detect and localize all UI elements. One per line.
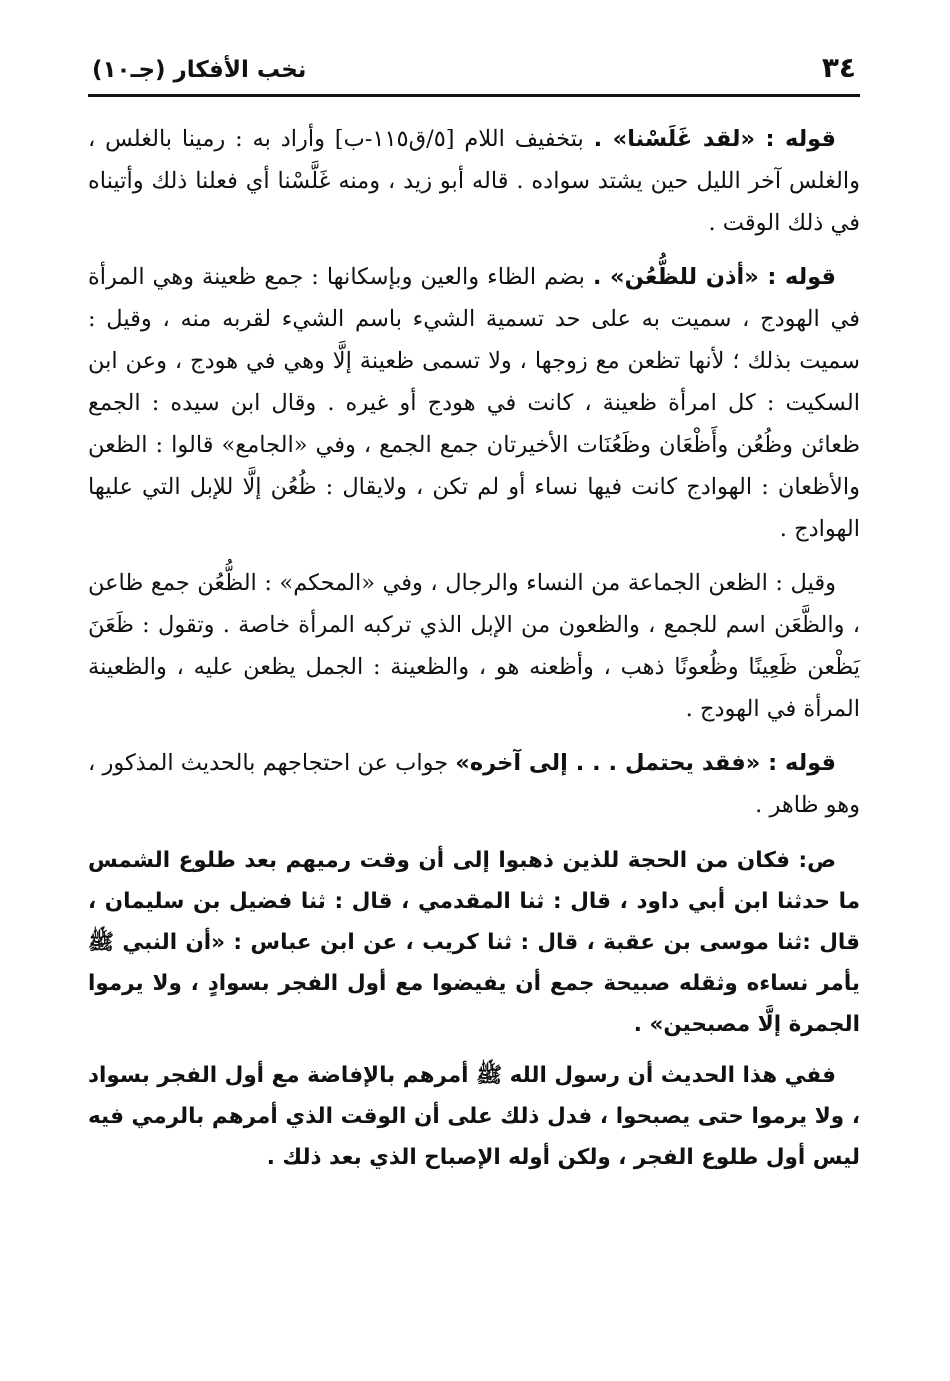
paragraph-lead: قوله : «فقد يحتمل . . . إلى آخره» xyxy=(455,750,836,776)
paragraph-wa-qila xyxy=(88,562,860,730)
paragraph-text: وقيل : الظعن الجماعة من النساء والرجال ، وفي «المحكم» : الظُّعُن جمع ظاعن ، والظَّعَن اسم للجمع ، والظعون من الإبل الذي تركبه المرأة خاصة . وتقول : ظَعَنَ يَظْعن ظَعِينًا وظُعونًا ذهب ، وأظعنه هو ، والظعينة : الجمل يظعن عليه ، والظعينة المرأة في الهودج . xyxy=(88,570,860,722)
page-header xyxy=(88,48,860,88)
hadith-section xyxy=(88,840,860,1178)
paragraph-faqad-yahtamil xyxy=(88,742,860,826)
book-page xyxy=(88,48,860,1170)
header-rule xyxy=(88,94,860,97)
page-number: ٣٤ xyxy=(821,51,856,84)
page-body xyxy=(88,118,860,1178)
paragraph-lil-zuun xyxy=(88,256,860,550)
paragraph-laqad-ghallasna xyxy=(88,118,860,244)
paragraph-text: جواب عن احتجاجهم بالحديث المذكور ، وهو ظاهر . xyxy=(88,750,860,818)
hadith-commentary: ففي هذا الحديث أن رسول الله ﷺ أمرهم بالإفاضة مع أول الفجر بسواد ، ولا يرموا حتى يصبحوا ، فدل ذلك على أن الوقت الذي أمرهم بالرمي فيه ليس أول طلوع الفجر ، ولكن أوله الإصباح الذي بعد ذلك . xyxy=(88,1063,860,1170)
paragraph-lead: قوله : «لقد غَلَسْنا» . xyxy=(593,126,836,152)
paragraph-text: بتخفيف اللام [٥/ق١١٥-ب] وأراد به : رمينا بالغلس ، والغلس آخر الليل حين يشتد سواده . قاله أبو زيد ، ومنه غَلَّسْنا أي فعلنا ذلك وأتيناه في ذلك الوقت . xyxy=(88,126,860,236)
hadith-text: ص: فكان من الحجة للذين ذهبوا إلى أن وقت رميهم بعد طلوع الشمس ما حدثنا ابن أبي داود ، قال : ثنا المقدمي ، قال : ثنا فضيل بن سليمان ، قال :ثنا موسى بن عقبة ، قال : ثنا كريب ، عن ابن عباس : «أن النبي ﷺ يأمر نساءه وثقله صبيحة جمع أن يفيضوا مع أول الفجر بسوادٍ ، ولا يرموا الجمرة إلَّا مصبحين» . xyxy=(88,848,860,1037)
running-title: نخب الأفكار (جـ١٠) xyxy=(92,57,307,83)
paragraph-lead: قوله : «أذن للظُّعُن» . xyxy=(592,264,836,290)
paragraph-text: بضم الظاء والعين وبإسكانها : جمع ظعينة وهي المرأة في الهودج ، سميت به على حد تسمية الشيء باسم الشيء لقربه منه ، وقيل : سميت بذلك ؛ لأنها تظعن مع زوجها ، ولا تسمى ظعينة إلَّا وهي في هودج ، وعن ابن السكيت : كل امرأة ظعينة ، كانت في هودج أو غيره . وقال ابن سيده : الجمع ظعائن وظُعُن وأَظْعَان وظَعُنَات الأخيرتان جمع الجمع ، وفي «الجامع» قالوا : الظعن والأظعان : الهوادج كانت فيها نساء أو لم تكن ، ولايقال : ظُعُن إلَّا للإبل التي عليها الهوادج . xyxy=(88,264,860,542)
